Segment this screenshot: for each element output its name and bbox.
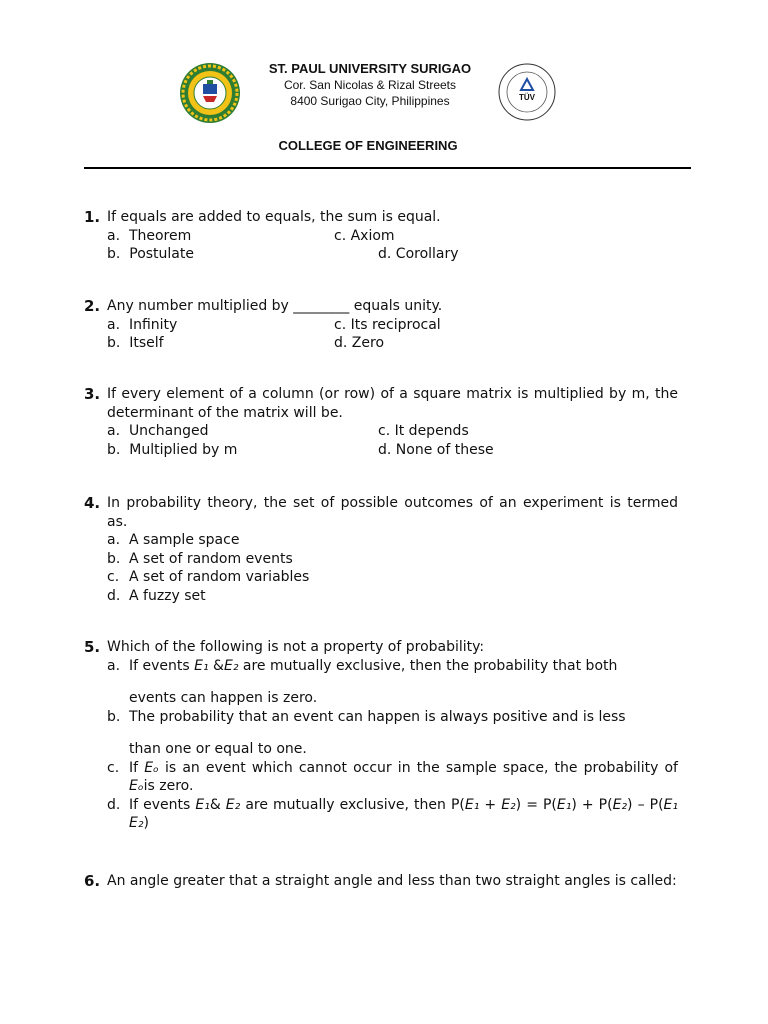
university-info — [250, 61, 490, 109]
question-text: Which of the following is not a property of probability: — [107, 639, 485, 655]
option-b: b. Itself — [107, 335, 164, 351]
option-b: b. A set of random events — [107, 550, 293, 567]
question-2 — [84, 297, 678, 353]
address-line-2: 8400 Surigao City, Philippines — [290, 94, 450, 108]
question-text: Any number multiplied by ________ equals unity. — [107, 298, 443, 314]
option-a: a. Unchanged — [107, 423, 209, 439]
college-title: COLLEGE OF ENGINEERING — [278, 138, 458, 153]
option-a: a. If events E₁ &E₂ are mutually exclusive, then the probability that both events can happen is zero. — [107, 657, 618, 706]
question-3 — [84, 385, 678, 459]
option-b: b. Postulate — [107, 246, 194, 262]
question-number: 3. — [84, 385, 101, 403]
option-a: a. Theorem — [107, 227, 192, 244]
options — [107, 422, 678, 459]
answer-blank: ________ — [293, 298, 350, 314]
option-d: d. If events E₁& E₂ are mutually exclusive, then P(E₁ + E₂) = P(E₁) + P(E₂) – P(E₁ E₂) — [107, 796, 678, 831]
university-seal-logo — [179, 62, 241, 124]
question-text: If every element of a column (or row) of a square matrix is multiplied by m, the determinant of the matrix will be. — [107, 386, 678, 421]
option-c: c. A set of random variables — [107, 569, 310, 585]
tuv-seal-logo — [498, 63, 556, 121]
options — [107, 657, 678, 833]
tuv-seal-label: TÜV — [519, 93, 535, 102]
question-text: If equals are added to equals, the sum is equal. — [107, 209, 441, 225]
question-number: 5. — [84, 638, 101, 656]
header-divider — [84, 167, 691, 169]
option-b: b. Multiplied by m — [107, 441, 238, 458]
question-4 — [84, 494, 678, 605]
question-number: 4. — [84, 494, 101, 512]
option-a: a. A sample space — [107, 532, 240, 548]
options — [107, 227, 678, 264]
option-c: c. Axiom — [334, 227, 395, 244]
question-5 — [84, 638, 678, 833]
option-a: a. Infinity — [107, 316, 178, 333]
address-line-1: Cor. San Nicolas & Rizal Streets — [283, 78, 457, 92]
question-text: In probability theory, the set of possible outcomes of an experiment is termed as. — [107, 495, 678, 530]
option-c: c. If Eₒ is an event which cannot occur in the sample space, the probability of Eₒis zero. — [107, 759, 678, 794]
document-header — [0, 0, 768, 180]
options — [107, 316, 678, 353]
question-6 — [84, 872, 678, 891]
university-name: ST. PAUL UNIVERSITY SURIGAO — [268, 61, 472, 76]
option-d: d. Corollary — [378, 246, 459, 262]
option-c: c. Its reciprocal — [334, 316, 441, 333]
option-d: d. A fuzzy set — [107, 587, 206, 604]
option-d: d. None of these — [378, 441, 494, 458]
options — [107, 531, 678, 605]
option-d: d. Zero — [334, 335, 385, 351]
question-1 — [84, 208, 678, 264]
option-b: b. The probability that an event can happen is always positive and is less than one or equal to one. — [107, 708, 626, 757]
question-number: 2. — [84, 297, 101, 315]
question-text: An angle greater that a straight angle and less than two straight angles is called: — [107, 873, 677, 889]
question-number: 1. — [84, 208, 101, 226]
question-number: 6. — [84, 872, 101, 890]
option-c: c. It depends — [378, 423, 469, 439]
